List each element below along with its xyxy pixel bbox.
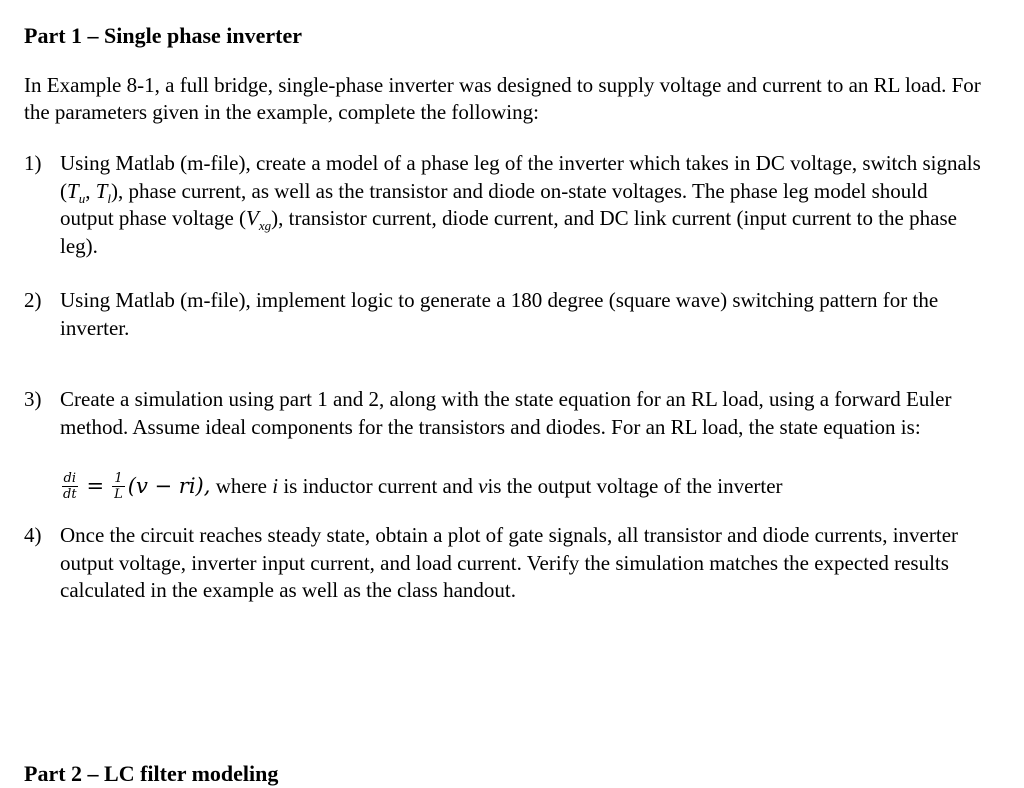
part2-title: Part 2 – LC filter modeling	[24, 761, 279, 786]
equation-text-a: where	[210, 474, 273, 498]
intro-paragraph: In Example 8-1, a full bridge, single-phase inverter was designed to supply voltage and current to an RL load. For the parameters given in the example, complete the following:	[24, 73, 981, 124]
task-item-3	[24, 386, 984, 502]
task-1-text-a: Using Matlab (m-file), create a model of a phase leg of the inverter which takes in DC voltage, switch signals (	[60, 151, 981, 203]
fraction-di-dt	[61, 471, 79, 502]
task-4-text: Once the circuit reaches steady state, obtain a plot of gate signals, all transistor and diode currents, inverter output voltage, inverter input current, and load current. Verify the simulation matches the expected results calculated in the example as well as the class handout.	[60, 523, 959, 602]
part1-title: Part 1 – Single phase inverter	[24, 23, 303, 48]
task-1-text-c: ), transistor current, diode current, and DC link current (input current to the phase leg).	[60, 206, 957, 258]
subscript-u: u	[78, 190, 86, 206]
symbol-t: T	[95, 178, 108, 203]
task-number-1: 1)	[24, 151, 42, 175]
equation-text-b: is inductor current and	[278, 474, 479, 498]
fraction-denominator: dt	[63, 487, 77, 502]
task-item-1	[24, 150, 984, 260]
equation-expression: (v − ri),	[127, 474, 211, 498]
fraction-numerator: di	[63, 471, 77, 486]
equals-sign: =	[86, 474, 105, 498]
task-3-text: Create a simulation using part 1 and 2, along with the state equation for an RL load, using a forward Euler method. Assume ideal components for the transistors and diodes. For an RL load, the state equation is:	[60, 387, 952, 439]
variable-v: v	[478, 474, 488, 498]
task-number-4: 4)	[24, 523, 42, 547]
equation-text-c: is the output voltage of the inverter	[487, 474, 783, 498]
task-2-text: Using Matlab (m-file), implement logic to generate a 180 degree (square wave) switching pattern for the inverter.	[60, 288, 939, 340]
document-page	[24, 22, 984, 605]
fraction-numerator: 1	[114, 471, 123, 486]
task-item-4	[24, 522, 984, 605]
task-list	[24, 150, 984, 605]
subscript-xg: xg	[258, 218, 272, 234]
task-number-3: 3)	[24, 387, 42, 411]
subscript-l: l	[107, 190, 111, 206]
fraction-one-over-l	[112, 471, 125, 502]
task-item-2	[24, 287, 984, 342]
state-equation	[58, 471, 984, 502]
variable-i: i	[272, 474, 279, 498]
symbol-separator: ,	[85, 178, 96, 203]
symbol-t: T	[67, 178, 79, 203]
fraction-denominator: L	[114, 487, 123, 502]
symbol-v: V	[246, 206, 259, 230]
task-1-text-b: ), phase current, as well as the transistor and diode on-state voltages. The phase leg model should output phase voltage (	[60, 178, 928, 230]
task-number-2: 2)	[24, 288, 42, 312]
